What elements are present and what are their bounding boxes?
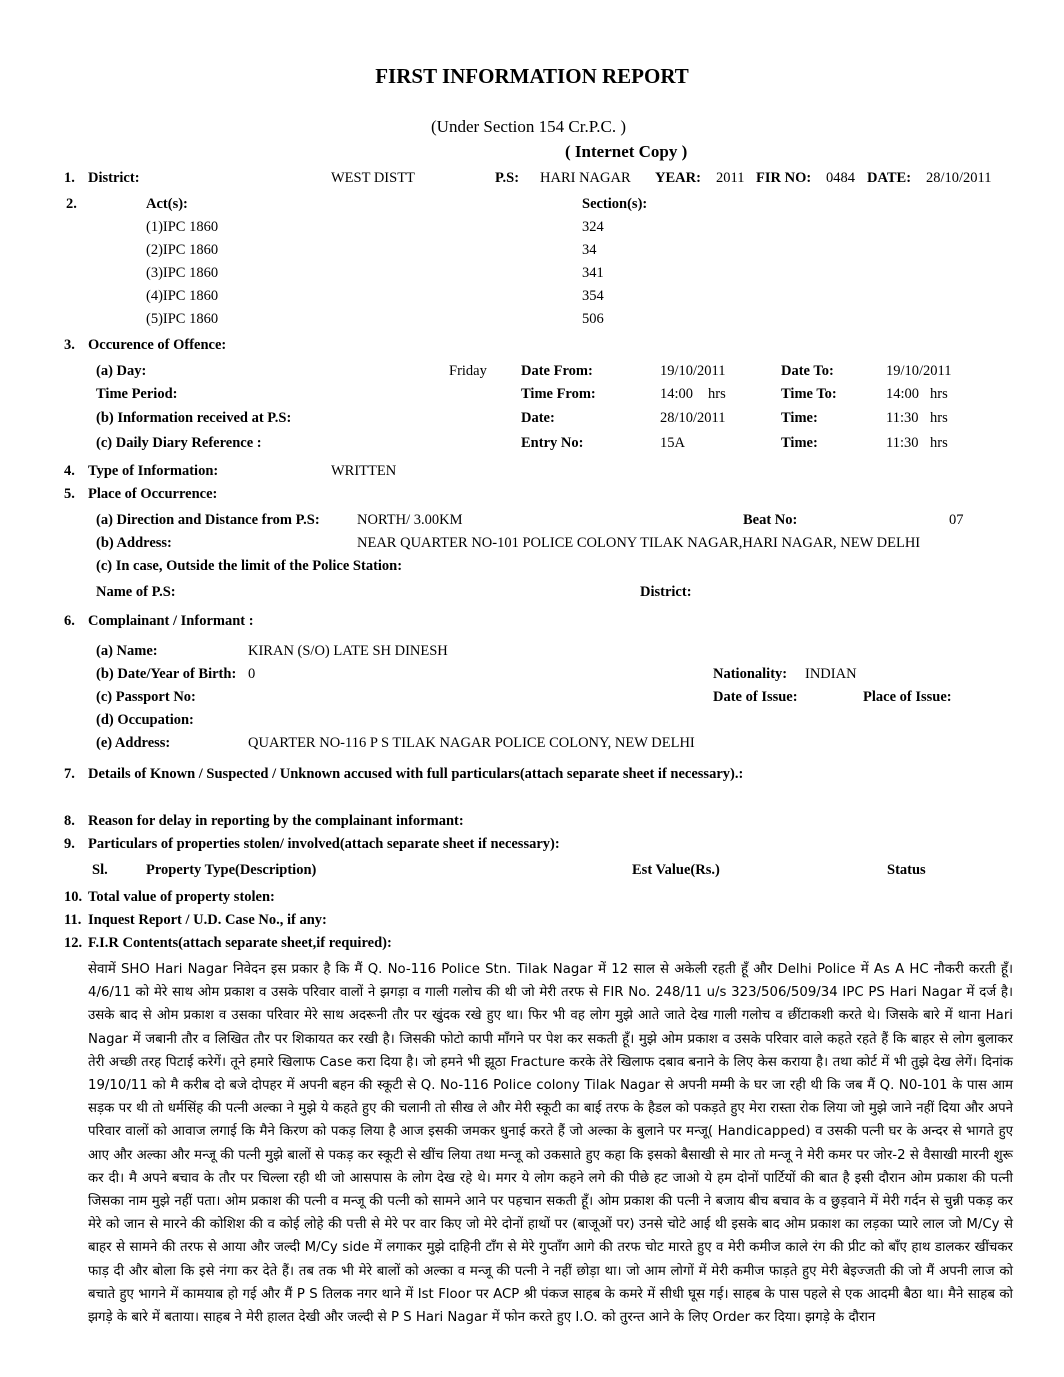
nationality-label: Nationality: <box>713 666 788 682</box>
time-from-hrs: hrs <box>708 386 726 402</box>
occupation-label: (d) Occupation: <box>96 712 194 728</box>
properties-label: Particulars of properties stolen/ involved(attach separate sheet if necessary): <box>88 836 560 852</box>
passport-label: (c) Passport No: <box>96 689 196 705</box>
section-3-number: 3. <box>64 337 75 353</box>
direction-label: (a) Direction and Distance from P.S: <box>96 512 320 528</box>
section-5-number: 5. <box>64 486 75 502</box>
sections-label: Section(s): <box>582 196 648 212</box>
dob-value: 0 <box>248 666 256 682</box>
section-2-number: 2. <box>66 196 77 212</box>
district-value: WEST DISTT <box>331 170 415 186</box>
info-time-label: Time: <box>781 410 818 426</box>
day-value: Friday <box>449 363 487 379</box>
delay-reason-label: Reason for delay in reporting by the complainant informant: <box>88 813 464 829</box>
total-value-label: Total value of property stolen: <box>88 889 275 905</box>
section-4-number: 4. <box>64 463 75 479</box>
col-sl: Sl. <box>92 862 108 878</box>
entry-label: Entry No: <box>521 435 584 451</box>
col-property-type: Property Type(Description) <box>146 862 317 878</box>
section-11-number: 11. <box>64 912 82 928</box>
ps-label: P.S: <box>495 170 520 186</box>
act-4: (4)IPC 1860 <box>146 288 219 304</box>
section-9-number: 9. <box>64 836 75 852</box>
outside-district-label: District: <box>640 584 692 600</box>
time-to-label: Time To: <box>781 386 837 402</box>
date-to-label: Date To: <box>781 363 834 379</box>
fir-contents-text: सेवामें SHO Hari Nagar निवेदन इस प्रकार है कि मैं Q. No-116 Police Stn. Tilak Nagar में 12 साल से अकेली रहती हूँ और Delhi Police में As A HC नौकरी करती हूँ। 4/6/11 को मेरे साथ ओम प्रकाश व उसके परिवार वालों ने झगड़ा व गाली गलोच की थी जो मेरी तरफ से FIR No. 248/11 u/s 323/506/509/34 IPC PS Hari Nagar में दर्ज है। उसके बाद से ओम प्रकाश व उसका परिवार मेरे साथ अदरूनी तौर पर खुंदक रखे हुए था। फिर भी वह लोग मुझे आते जाते देख गाली गलोच व छींटाकशी करते थे। जिसके बारे में थाना Hari Nagar में जबानी तौर व लिखित तौर पर शिकायत कर रखी है। जिसकी फोटो कापी माँगने पर पेश कर सकती हूँ। मुझे ओम प्रकाश व उसके परिवार वाले कहते रहते हैं कि बाहर से लोग बुलाकर तेरी अच्छी तरह पिटाई करेगें। तूने हमारे खिलाफ Case करा दिया है। जो हमने भी झूठा Fracture करके तेरे खिलाफ दबाव बनाने के लिए केस कराया है। तथा कोर्ट में भी तुझे देख लेगें। दिनांक 19/10/11 को मै करीब दो बजे दोपहर में अपनी बहन की स्कूटी से Q. No-116 Police colony Tilak Nagar से अपनी मम्मी के घर जा रही थी कि जब मैं Q. N0-101 के पास आम सड़क पर थी तो धर्मसिंह की पत्नी अल्का ने मुझे ये कहते हुए की चलानी तो सीख ले और मेरी स्कूटी का बाई तरफ के हैडल को पकड़ते हुए मेरा रास्ता रोक लिया जो मुझे जाने नहीं दिया और अपने परिवार वालों को आवाज लगाई कि मैने किरण को पकड़ लिया है आज इसकी जमकर धुनाई करते हैं जो अल्का के बुलाने पर मन्जू( Handicapped) व उसकी पत्नी घर के अन्दर से भागते हुए आए और अल्का और मन्जू की पत्नी मुझे बालों से पकड़ कर स्कूटी से खींच लिया तथा मन्जू को उकसाते हुए कहा कि इसको बैसाखी से मार तो मन्जू ने मेरी कमर पर जोर-2 से वैसाखी मारनी शुरू कर दी। मै अपने बचाव के तौर पर चिल्ला रही थी जो आसपास के लोग देख रहे थे। मगर ये लोग कहने लगे की पीछे हट जाओ ये हम दोनों पार्टियों की बात है इसी दौरान ओम प्रकाश की पत्नी जिसका नाम मुझे नहीं पता। ओम प्रकाश की पत्नी व मन्जू की पत्नी को सामने आने पर पहचान सकती हूँ। ओम प्रकाश की पत्नी ने बजाय बीच बचाव के व छुड़वाने में मेरी गर्दन से चुन्नी पकड़ कर मेरे को जान से मारने की कोशिश की व कोई लोहे की पत्ती से मेरे पर वार किए जो मेरे दोनों हाथों पर (बाजूओं पर) उनसे चोटे आई थी इसके बाद ओम प्रकाश का लड़का प्यारे लाल जो M/Cy से बाहर से सामने की तरफ से आया और जल्दी M/Cy side में लगाकर मुझे दाहिनी टाँग से मेरे गुप्ताँग आगे की तरफ चोट मारते हुए व मेरी कमीज काले रंग की प्रीट को बाँए हाथ डालकर खींचकर फाड़ दी और बोला कि इसे नंगा कर देते हैं। तब तक भी मेरे बालों को अल्का व मन्जू की पत्नी ने नहीं छोड़ा था। जो आम लोगों में मेरी कमीज फाड़ते हुए मेरी बेइज्जती की जो मैं अपनी लाज को बचाते हुए भागने में कामयाब हो गई और मैं P S तिलक नगर थाने में Ist Floor पर ACP श्री पंकज साहब के कमरे में सीधी घूस गई। साहब के पास पहले से एक आदमी बैठा था। मैने साहब को झगड़े के बारे में बताया। साहब ने मेरी हालत देखी और जल्दी से P S Hari Nagar में फोन करते हुए I.O. को तुरन्त आने के लिए Order कर दिया। झगड़े के दौरान <box>88 962 1014 1326</box>
info-time-value: 11:30 <box>886 410 919 426</box>
direction-value: NORTH/ 3.00KM <box>357 512 463 528</box>
diary-time-value: 11:30 <box>886 435 919 451</box>
entry-value: 15A <box>660 435 685 451</box>
year-value: 2011 <box>716 170 745 186</box>
date-from-value: 19/10/2011 <box>660 363 726 379</box>
day-label: (a) Day: <box>96 363 147 379</box>
ps-value: HARI NAGAR <box>540 170 631 186</box>
ps-name-label: Name of P.S: <box>96 584 176 600</box>
outside-limit-label: (c) In case, Outside the limit of the Police Station: <box>96 558 403 574</box>
section-5: 506 <box>582 311 604 327</box>
diary-time-label: Time: <box>781 435 818 451</box>
dob-label: (b) Date/Year of Birth: <box>96 666 237 682</box>
accused-details-label: Details of Known / Suspected / Unknown accused with full particulars(attach separate sheet if necessary).: <box>88 766 744 782</box>
col-status: Status <box>887 862 926 878</box>
time-period-label: Time Period: <box>96 386 178 402</box>
info-time-hrs: hrs <box>930 410 948 426</box>
date-to-value: 19/10/2011 <box>886 363 952 379</box>
section-10-number: 10. <box>64 889 83 905</box>
district-label: District: <box>88 170 140 186</box>
complainant-address-value: QUARTER NO-116 P S TILAK NAGAR POLICE COLONY, NEW DELHI <box>248 735 695 751</box>
section-2: 34 <box>582 242 597 258</box>
info-date-value: 28/10/2011 <box>660 410 726 426</box>
report-title: FIRST INFORMATION REPORT <box>375 64 689 88</box>
section-6-number: 6. <box>64 613 75 629</box>
fir-value: 0484 <box>826 170 855 186</box>
year-label: YEAR: <box>655 170 701 186</box>
copy-type: ( Internet Copy ) <box>565 142 688 161</box>
time-to-hrs: hrs <box>930 386 948 402</box>
complainant-address-label: (e) Address: <box>96 735 171 751</box>
time-to-value: 14:00 <box>886 386 920 402</box>
time-from-label: Time From: <box>521 386 596 402</box>
place-address-value: NEAR QUARTER NO-101 POLICE COLONY TILAK NAGAR,HARI NAGAR, NEW DELHI <box>357 535 921 551</box>
beat-value: 07 <box>949 512 964 528</box>
date-label: DATE: <box>867 170 912 186</box>
name-label: (a) Name: <box>96 643 158 659</box>
report-subtitle: (Under Section 154 Cr.P.C. ) <box>431 117 627 136</box>
act-1: (1)IPC 1860 <box>146 219 219 235</box>
section-4: 354 <box>582 288 604 304</box>
issue-place-label: Place of Issue: <box>863 689 952 705</box>
info-received-label: (b) Information received at P.S: <box>96 410 292 426</box>
diary-time-hrs: hrs <box>930 435 948 451</box>
info-type-value: WRITTEN <box>331 463 397 479</box>
fir-label: FIR NO: <box>756 170 812 186</box>
place-heading: Place of Occurrence: <box>88 486 218 502</box>
name-value: KIRAN (S/O) LATE SH DINESH <box>248 643 448 659</box>
section-3: 341 <box>582 265 604 281</box>
act-3: (3)IPC 1860 <box>146 265 219 281</box>
nationality-value: INDIAN <box>805 666 857 682</box>
section-7-number: 7. <box>64 766 75 782</box>
date-from-label: Date From: <box>521 363 593 379</box>
complainant-heading: Complainant / Informant : <box>88 613 254 629</box>
occurrence-heading: Occurence of Offence: <box>88 337 227 353</box>
section-1: 324 <box>582 219 604 235</box>
info-type-label: Type of Information: <box>88 463 219 479</box>
act-2: (2)IPC 1860 <box>146 242 219 258</box>
beat-label: Beat No: <box>743 512 798 528</box>
col-est-value: Est Value(Rs.) <box>632 862 720 878</box>
inquest-label: Inquest Report / U.D. Case No., if any: <box>88 912 327 928</box>
date-value: 28/10/2011 <box>926 170 992 186</box>
time-from-value: 14:00 <box>660 386 694 402</box>
act-5: (5)IPC 1860 <box>146 311 219 327</box>
acts-label: Act(s): <box>146 196 188 212</box>
fir-contents-label: F.I.R Contents(attach separate sheet,if required): <box>88 935 392 951</box>
place-address-label: (b) Address: <box>96 535 172 551</box>
issue-date-label: Date of Issue: <box>713 689 798 705</box>
diary-ref-label: (c) Daily Diary Reference : <box>96 435 262 451</box>
section-1-number: 1. <box>64 170 75 186</box>
section-12-number: 12. <box>64 935 83 951</box>
section-8-number: 8. <box>64 813 75 829</box>
info-date-label: Date: <box>521 410 555 426</box>
